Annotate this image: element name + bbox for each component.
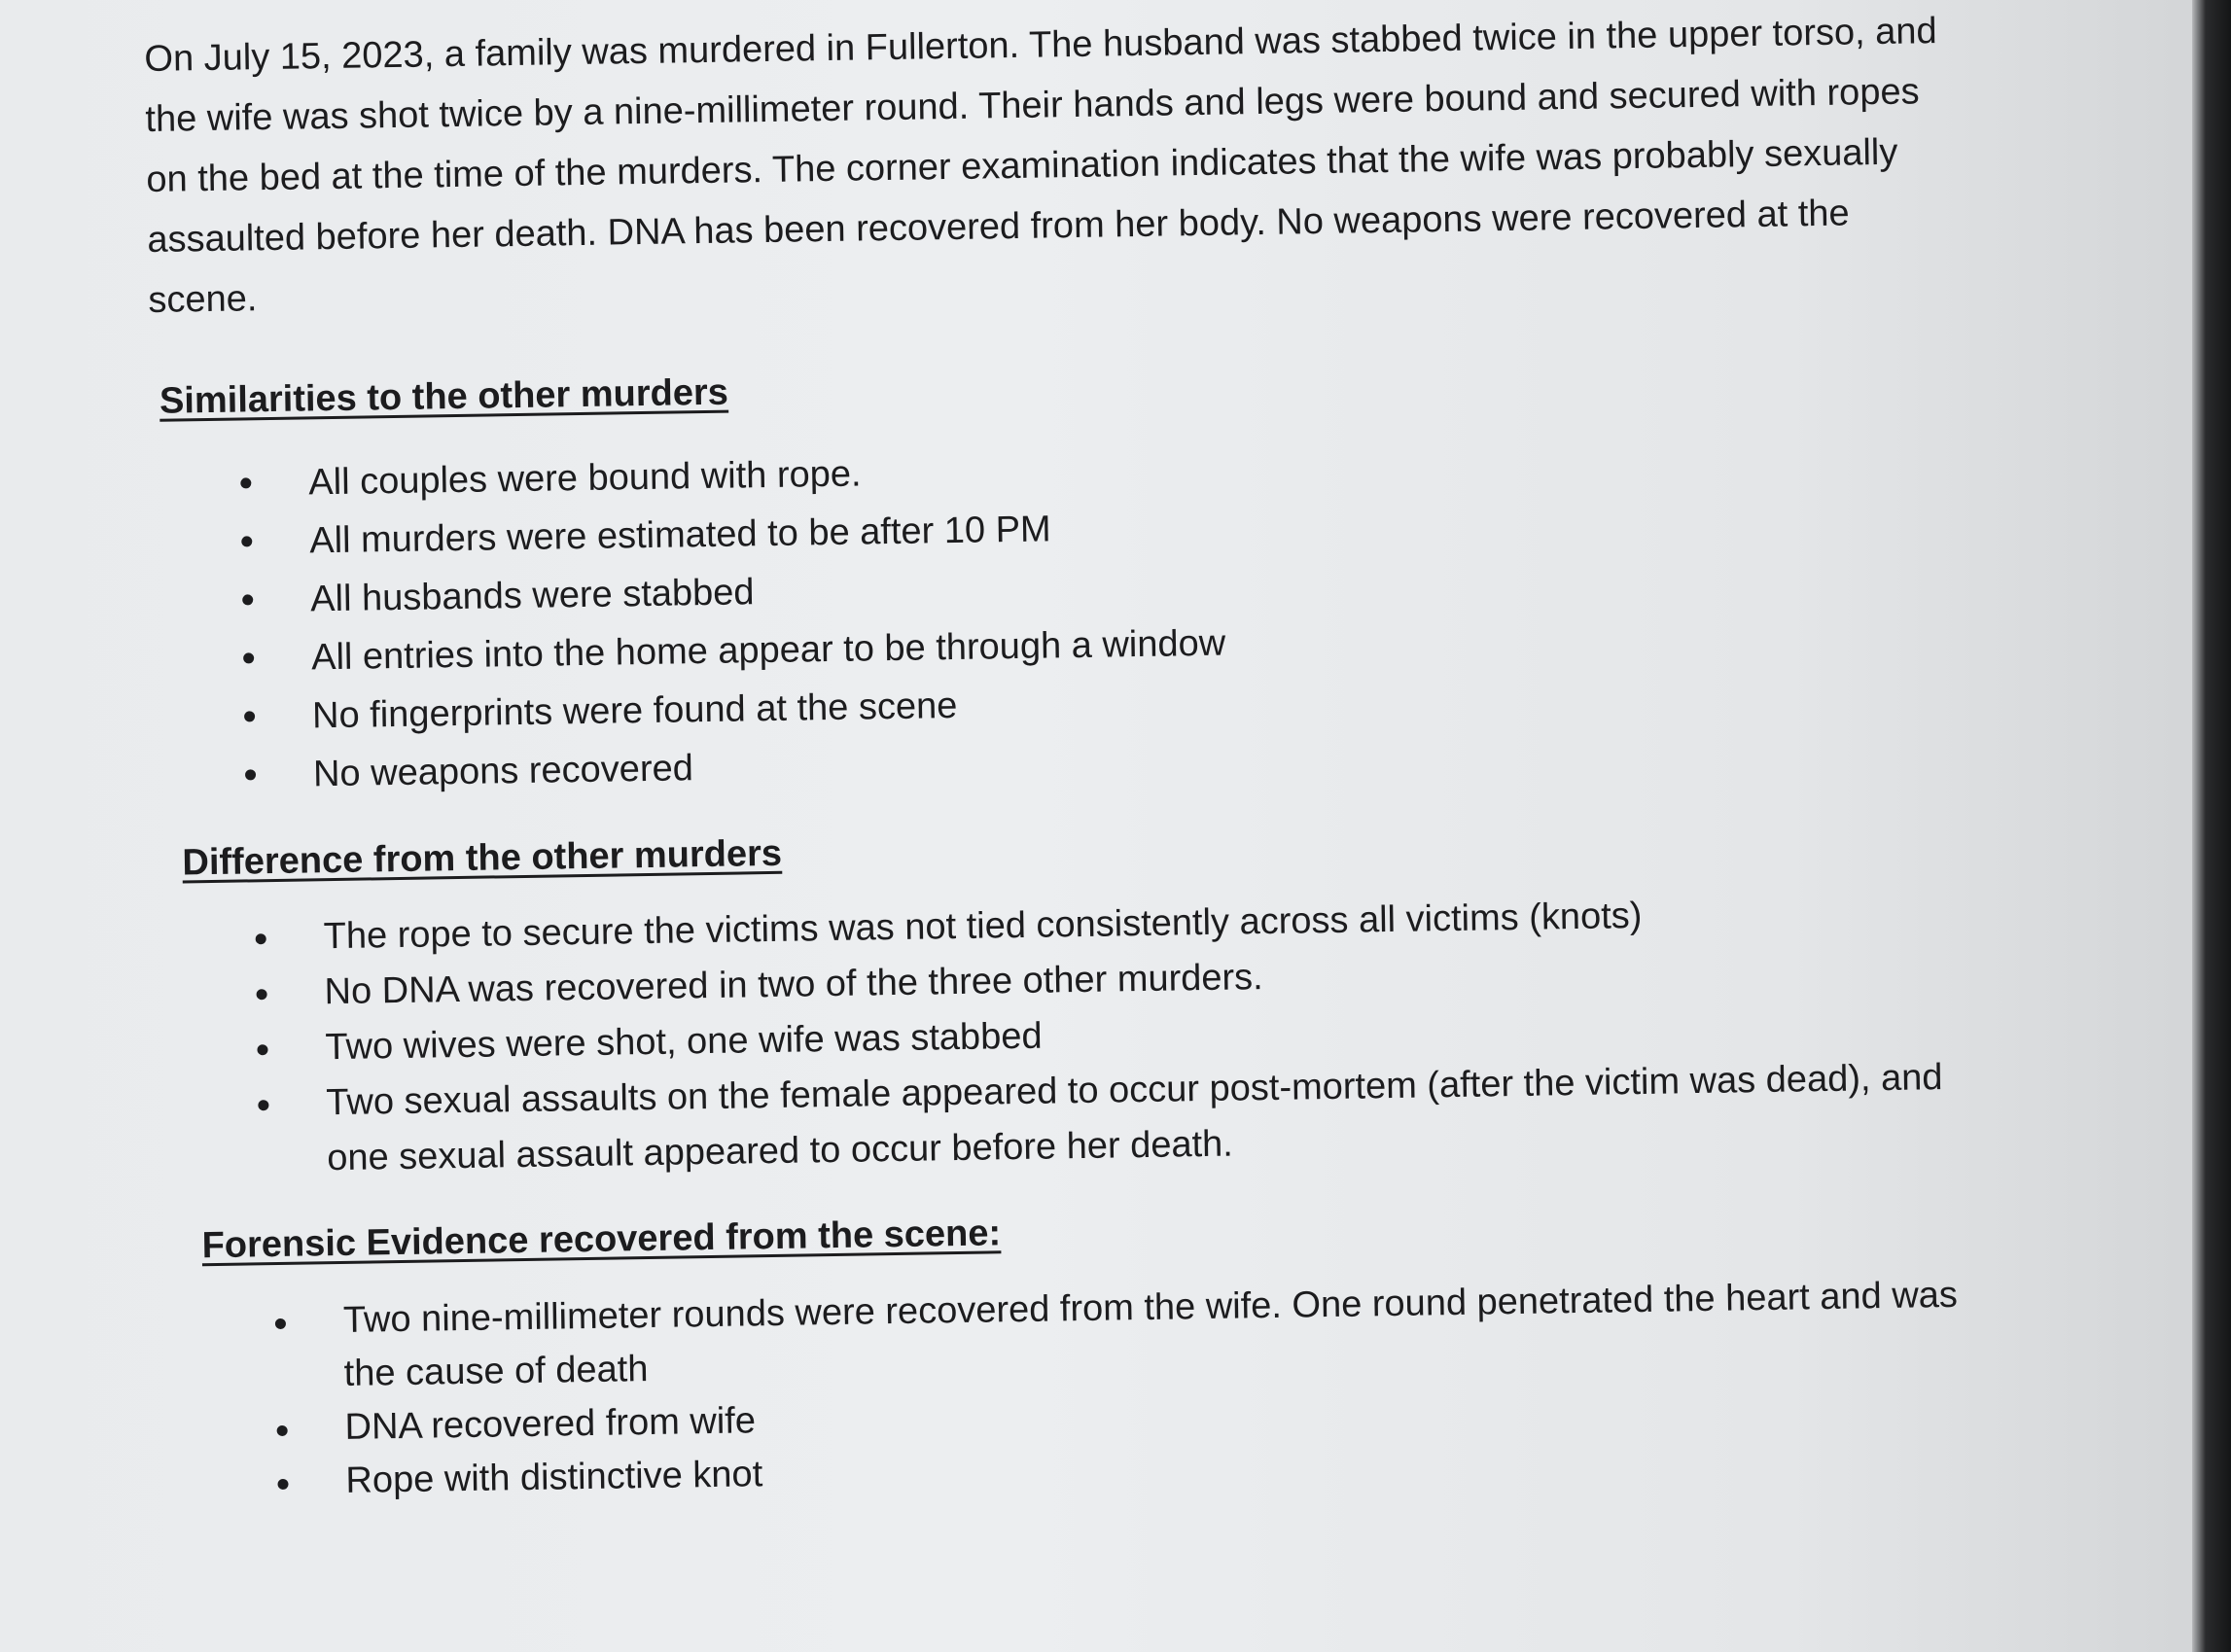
list-item: Two nine-millimeter rounds were recovered from the wife. One round penetrated the heart and was the cause of death xyxy=(274,1269,1974,1402)
bullet-icon xyxy=(256,933,266,944)
monitor-bezel xyxy=(2192,0,2231,1652)
bullet-icon xyxy=(244,711,255,721)
list-item: No fingerprints were found at the scene xyxy=(244,661,1965,747)
list-item: Two wives were shot, one wife was stabbed xyxy=(257,995,1969,1077)
bullet-icon xyxy=(257,989,267,1000)
list-item: Two sexual assaults on the female appeared to occur post-mortem (after the victim was dead), and one sexual assault appeared to occur before her death. xyxy=(258,1050,1971,1188)
forensic-heading: Forensic Evidence recovered from the scene: xyxy=(201,1213,1002,1267)
bullet-icon xyxy=(245,769,256,780)
similarities-heading: Similarities to the other murders xyxy=(159,371,729,422)
bullet-icon xyxy=(258,1100,268,1110)
list-item: No weapons recovered xyxy=(245,720,1965,805)
bullet-icon xyxy=(243,652,254,663)
forensic-list xyxy=(274,1269,1975,1509)
bullet-icon xyxy=(241,536,252,546)
bullet-icon xyxy=(240,477,251,488)
list-item: No DNA was recovered in two of the three other murders. xyxy=(256,939,1968,1022)
bullet-icon xyxy=(277,1425,288,1436)
list-item: Rope with distinctive knot xyxy=(277,1429,1976,1509)
differences-heading: Difference from the other murders xyxy=(182,832,783,884)
differences-list xyxy=(255,884,1970,1188)
bullet-icon xyxy=(242,594,253,605)
list-item: DNA recovered from wife xyxy=(276,1376,1975,1456)
list-item: All couples were bound with rope. xyxy=(240,428,1961,513)
similarities-list xyxy=(240,428,1965,805)
document-page xyxy=(144,1,1976,1511)
bullet-icon xyxy=(257,1044,267,1055)
list-item: The rope to secure the victims was not tied consistently across all victims (knots) xyxy=(255,884,1967,967)
list-item: All husbands were stabbed xyxy=(242,545,1963,630)
bullet-icon xyxy=(275,1318,286,1329)
list-item: All entries into the home appear to be through a window xyxy=(243,603,1964,688)
list-item: All murders were estimated to be after 10 PM xyxy=(241,486,1962,572)
bullet-icon xyxy=(277,1479,288,1490)
intro-paragraph: On July 15, 2023, a family was murdered in Fullerton. The husband was stabbed twice in the upper torso, and the wife was shot twice by a nine-millimeter round. Their hands and legs were bound and secured with ropes on the bed at the time of the murders. The corner examination indicates that the wife was probably sexually assaulted before her death. DNA has been recovered from her body. No weapons were recovered at the scene. xyxy=(144,11,1937,321)
